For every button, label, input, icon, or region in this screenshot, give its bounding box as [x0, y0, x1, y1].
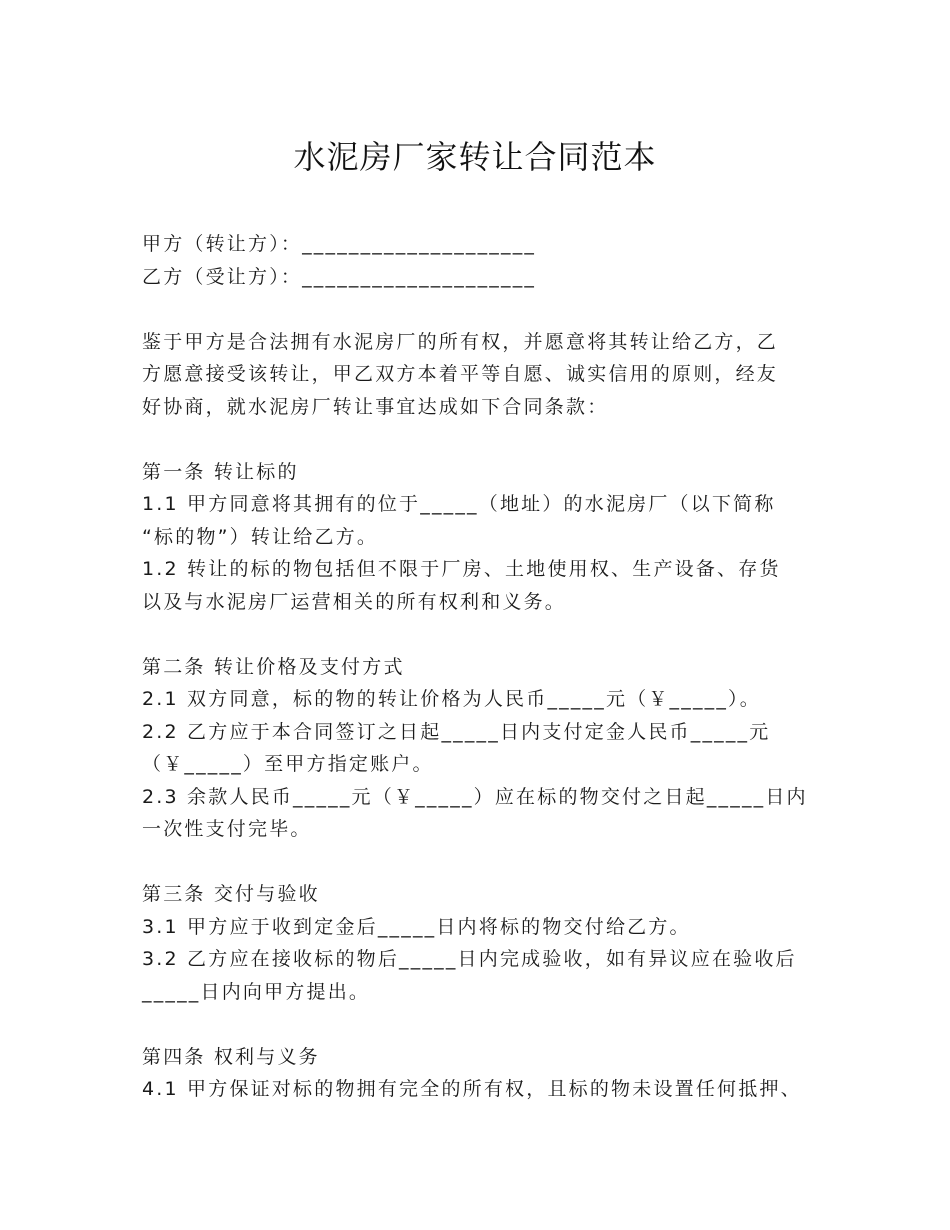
article-3-line: _____日内向甲方提出。 — [142, 980, 371, 1003]
article-2-line: 2.3 余款人民币_____元（￥_____）应在标的物交付之日起_____日内 — [142, 785, 808, 808]
article-2-line: 2.1 双方同意，标的物的转让价格为人民币_____元（￥_____）。 — [142, 688, 761, 710]
preamble-line: 方愿意接受该转让，甲乙双方本着平等自愿、诚实信用的原则，经友 — [142, 363, 779, 385]
spacer — [142, 618, 832, 651]
article-2-line: 2.2 乙方应于本合同签订之日起_____日内支付定金人民币_____元 — [142, 720, 771, 743]
preamble-line: 鉴于甲方是合法拥有水泥房厂的所有权，并愿意将其转让给乙方，乙 — [142, 330, 779, 353]
article-3-line: 3.2 乙方应在接收标的物后_____日内完成验收，如有异议应在验收后 — [142, 948, 797, 970]
article-1-line: 1.2 转让的标的物包括但不限于厂房、土地使用权、生产设备、存货 — [142, 558, 781, 580]
document-body — [142, 228, 832, 1106]
article-1-line: “标的物”）转让给乙方。 — [142, 525, 379, 548]
article-1-line: 以及与水泥房厂运营相关的所有权利和义务。 — [142, 590, 567, 613]
article-1-heading: 第一条 转让标的 — [142, 460, 299, 483]
article-4-line: 4.1 甲方保证对标的物拥有完全的所有权，且标的物未设置任何抵押、 — [142, 1078, 802, 1100]
party-b-line: 乙方（受让方）：____________________ — [142, 265, 537, 288]
article-4-heading: 第四条 权利与义务 — [142, 1045, 320, 1068]
spacer — [142, 293, 832, 326]
document-title: 水泥房厂家转让合同范本 — [293, 138, 657, 176]
spacer — [142, 846, 832, 879]
article-1-line: 1.1 甲方同意将其拥有的位于_____（地址）的水泥房厂（以下简称 — [142, 493, 776, 515]
article-2-line: （￥_____）至甲方指定账户。 — [142, 753, 434, 775]
article-3-heading: 第三条 交付与验收 — [142, 883, 320, 905]
spacer — [142, 423, 832, 456]
article-2-line: 一次性支付完毕。 — [142, 818, 312, 840]
party-a-line: 甲方（转让方）：____________________ — [142, 233, 537, 255]
article-3-line: 3.1 甲方应于收到定金后_____日内将标的物交付给乙方。 — [142, 915, 691, 938]
spacer — [142, 1008, 832, 1041]
preamble-line: 好协商，就水泥房厂转让事宜达成如下合同条款： — [142, 395, 609, 418]
article-2-heading: 第二条 转让价格及支付方式 — [142, 655, 405, 678]
